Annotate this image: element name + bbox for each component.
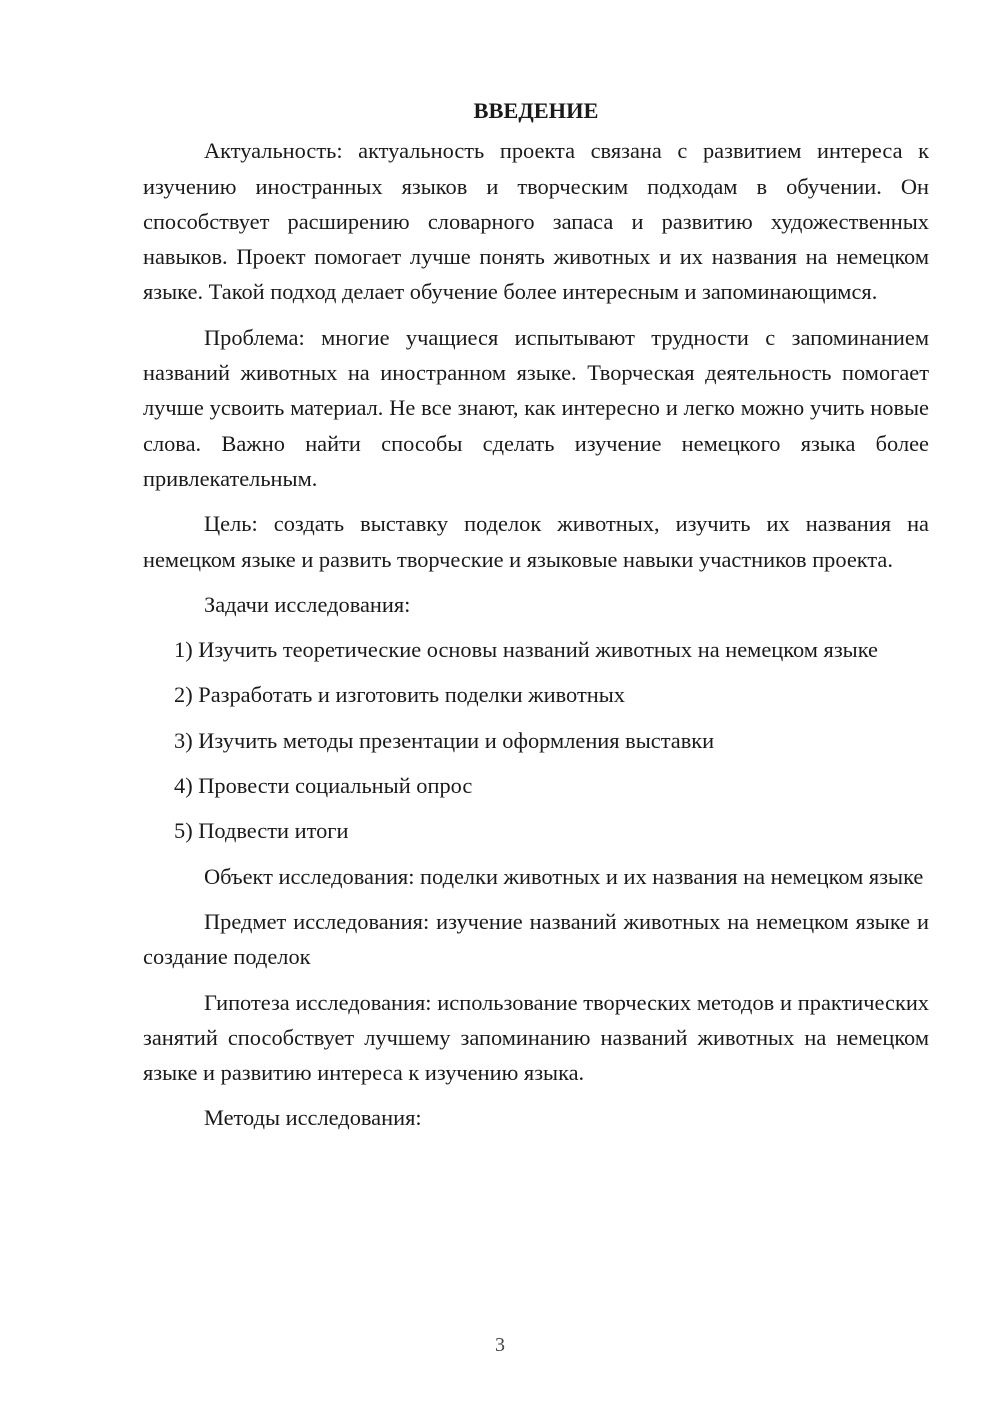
paragraph-hypothesis: Гипотеза исследования: использование творческих методов и практических занятий способствует лучшему запоминанию названий животных на немецком языке и развитию интереса к изучению языка. bbox=[143, 989, 929, 1086]
paragraph-tasks-title: Задачи исследования: bbox=[204, 591, 411, 617]
page-title: ВВЕДЕНИЕ bbox=[473, 98, 599, 123]
text-column bbox=[143, 93, 929, 1146]
list-item-task-3: 3) Изучить методы презентации и оформления выставки bbox=[174, 727, 715, 753]
list-item-task-2: 2) Разработать и изготовить поделки животных bbox=[174, 682, 625, 708]
list-item-task-1: 1) Изучить теоретические основы названий животных на немецком языке bbox=[174, 637, 878, 663]
paragraph-goal: Цель: создать выставку поделок животных, изучить их названия на немецком языке и развить творческие и языковые навыки участников проекта. bbox=[143, 511, 929, 572]
list-item-task-5: 5) Подвести итоги bbox=[174, 818, 349, 844]
paragraph-problem: Проблема: многие учащиеся испытывают трудности с запоминанием названий животных на иностранном языке. Творческая деятельность помогает лучше усвоить материал. Не все знают, как интересно и легко можно учить новые слова. Важно найти способы сделать изучение немецкого языка более привлекательным. bbox=[143, 324, 929, 491]
paragraph-subject: Предмет исследования: изучение названий животных на немецком языке и создание поделок bbox=[143, 908, 929, 970]
page-number: 3 bbox=[495, 1334, 505, 1356]
paragraph-methods-title: Методы исследования: bbox=[204, 1105, 422, 1131]
paragraph-relevance: Актуальность: актуальность проекта связана с развитием интереса к изучению иностранных языков и творческим подходам в обучении. Он способствует расширению словарного запаса и развитию художественных навыков. Проект помогает лучше понять животных и их названия на немецком языке. Такой подход делает обучение более интересным и запоминающимся. bbox=[143, 138, 929, 305]
paragraph-object: Объект исследования: поделки животных и их названия на немецком языке bbox=[204, 863, 924, 889]
tasks-list bbox=[143, 632, 929, 848]
list-item-task-4: 4) Провести социальный опрос bbox=[174, 773, 473, 799]
